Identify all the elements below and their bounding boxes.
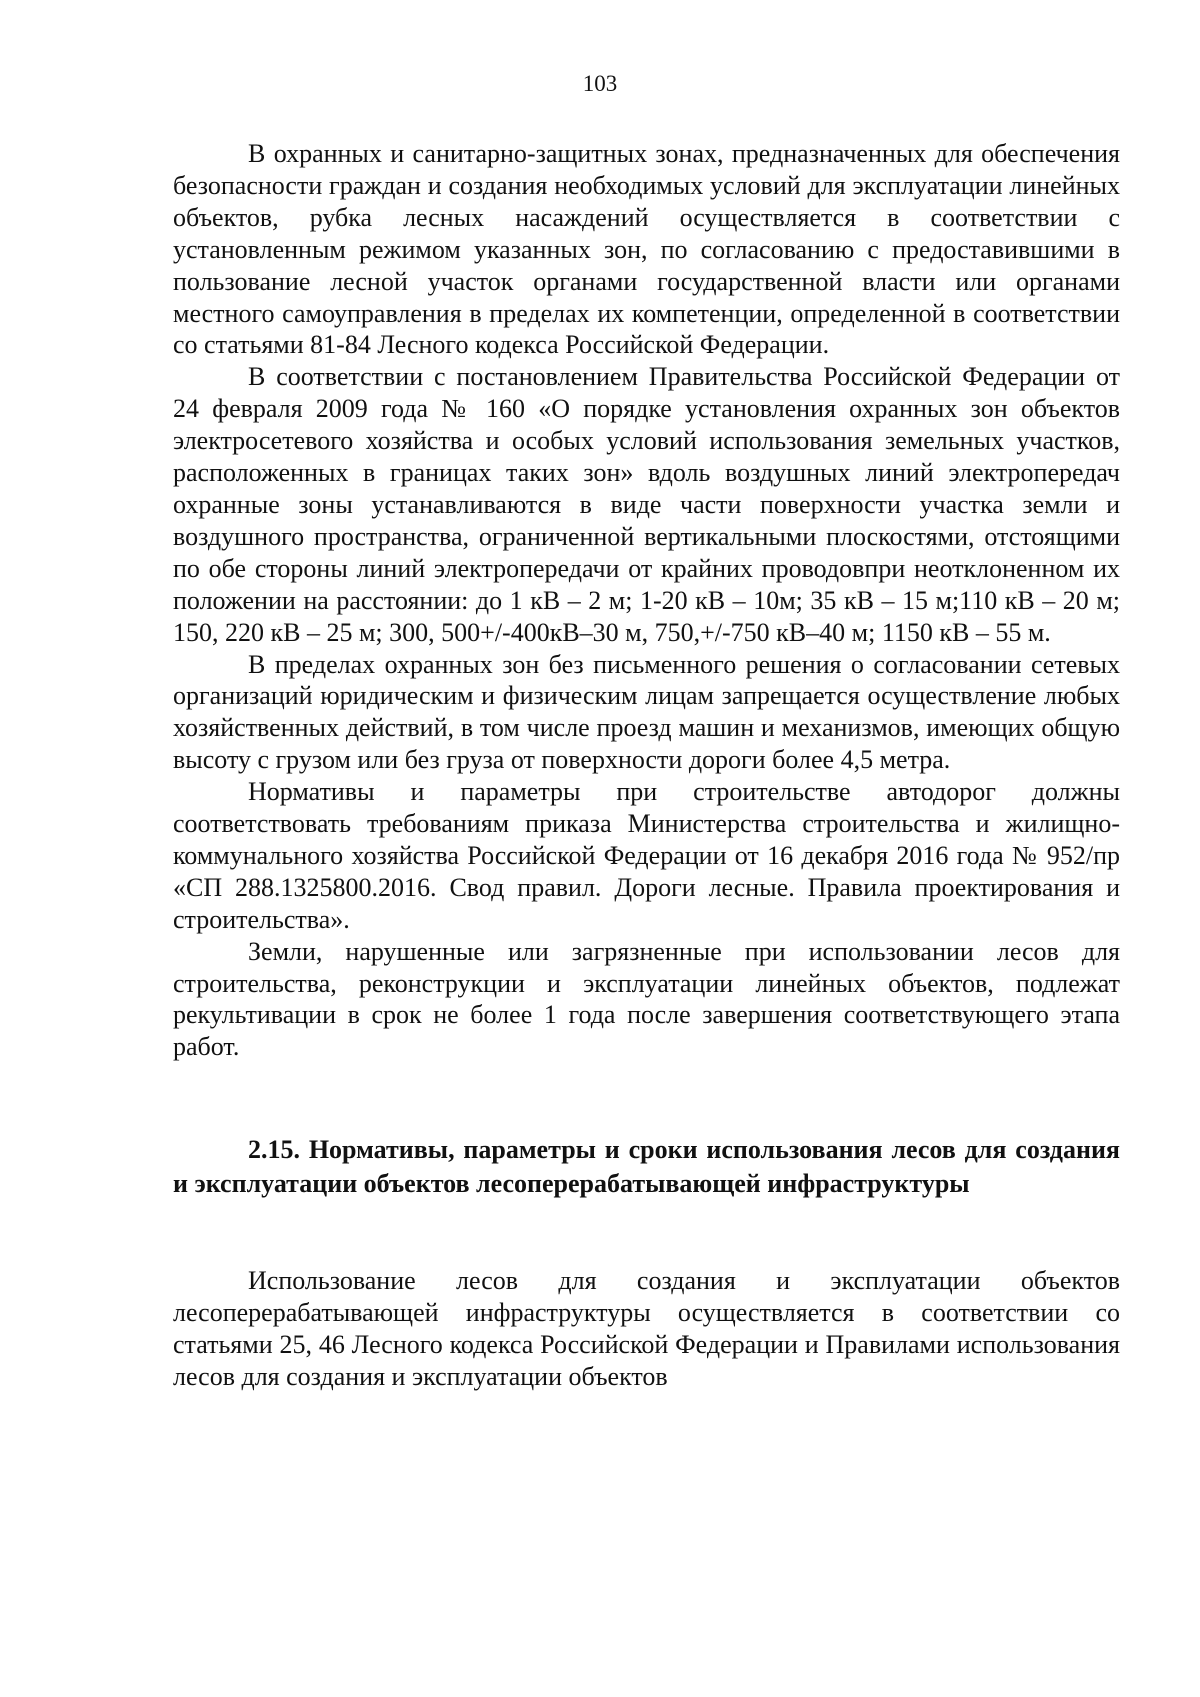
document-body — [173, 138, 1120, 1393]
page-number: 103 — [582, 71, 618, 96]
paragraph-wood-processing-infrastructure: Использование лесов для создания и эксплуатации объектов лесоперерабатывающей инфраструктуры осуществляется в соответствии со статьями 25, 46 Лесного кодекса Российской Федерации и Правилами использования лесов для создания и эксплуатации объектов — [173, 1266, 1120, 1391]
section-heading-2-15: 2.15. Нормативы, параметры и сроки использования лесов для создания и эксплуатации объектов лесоперерабатывающей инфраструктуры — [173, 1135, 1120, 1199]
paragraph-land-recultivation: Земли, нарушенные или загрязненные при использовании лесов для строительства, реконструкции и эксплуатации линейных объектов, подлежат рекультивации в срок не более 1 года после завершения соответствующего этапа работ. — [173, 936, 1120, 1062]
paragraph-zone-restrictions: В пределах охранных зон без письменного решения о согласовании сетевых организаций юридическим и физическим лицам запрещается осуществление любых хозяйственных действий, в том числе проезд машин и механизмов, имеющих общую высоту с грузом или без груза от поверхности дороги более 4,5 метра. — [173, 649, 1120, 775]
paragraph-protected-zones: В охранных и санитарно-защитных зонах, предназначенных для обеспечения безопасности граждан и создания необходимых условий для эксплуатации линейных объектов, рубка лесных насаждений осуществляется в соответствии с установленным режимом указанных зон, по согласованию с предоставившими в пользование лесной участок органами государственной власти или органами местного самоуправления в пределах их компетенции, определенной в соответствии со статьями 81-84 Лесного кодекса Российской Федерации. — [173, 139, 1120, 360]
paragraph-road-standards: Нормативы и параметры при строительстве автодорог должны соответствовать требованиям приказа Министерства строительства и жилищно-коммунального хозяйства Российской Федерации от 16 декабря 2016 года № 952/пр «СП 288.1325800.2016. Свод правил. Дороги лесные. Правила проектирования и строительства». — [173, 777, 1120, 934]
paragraph-power-lines-regulation: В соответствии с постановлением Правительства Российской Федерации от 24 февраля 2009 года № 160 «О порядке установления охранных зон объектов электросетевого хозяйства и особых условий использования земельных участков, расположенных в границах таких зон» вдоль воздушных линий электропередач охранные зоны устанавливаются в виде части поверхности участка земли и воздушного пространства, ограниченной вертикальными плоскостями, отстоящими по обе стороны линий электропередачи от крайних проводовпри неотклоненном их положении на расстоянии: до 1 кВ – 2 м; 1-20 кВ – 10м; 35 кВ – 15 м;110 кВ – 20 м; 150, 220 кВ – 25 м; 300, 500+/-400кВ–30 м, 750,+/-750 кВ–40 м; 1150 кВ – 55 м. — [173, 362, 1120, 647]
